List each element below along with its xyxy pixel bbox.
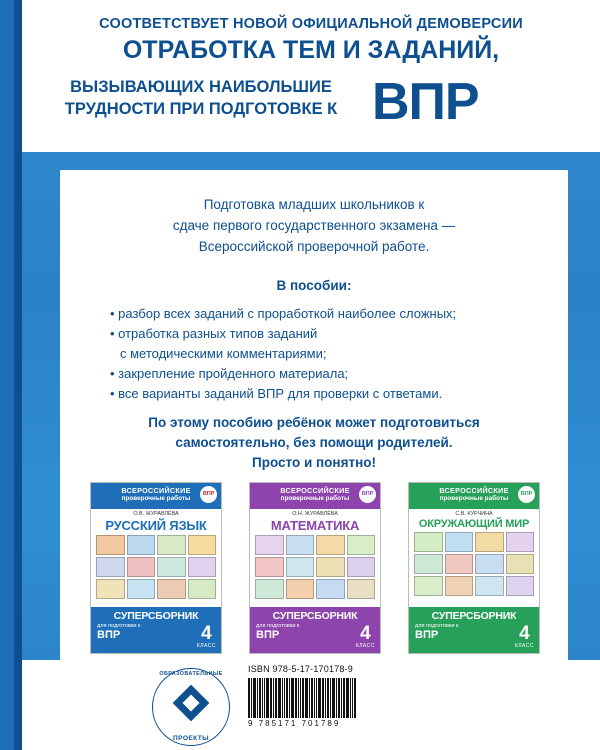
barcode-bar <box>338 678 340 718</box>
barcode-bar <box>284 678 285 718</box>
art-tile <box>286 557 315 577</box>
barcode-bar <box>289 678 290 718</box>
cover-series-line2: проверочные работы <box>121 495 191 502</box>
vpr-badge-icon: ВПР <box>518 486 535 503</box>
header-vpr-logo: ВПР <box>372 73 479 131</box>
art-tile <box>286 579 315 599</box>
header-title: ОТРАБОТКА ТЕМ И ЗАДАНИЙ, <box>122 36 500 64</box>
cover-artwork <box>96 535 216 599</box>
art-tile <box>445 554 474 574</box>
art-tile <box>127 579 156 599</box>
cover-top-band <box>91 483 221 509</box>
cover-top-band <box>250 483 380 509</box>
barcode-bar <box>314 678 315 718</box>
cover-series-line2: проверочные работы <box>439 495 509 502</box>
barcode-bar <box>332 678 335 718</box>
art-tile <box>414 576 443 596</box>
barcode-bar <box>251 678 252 718</box>
footer <box>22 660 600 750</box>
cover-vpr-label: ВПР <box>256 629 280 641</box>
art-tile <box>475 532 504 552</box>
barcode-bar <box>325 678 326 718</box>
cover-grade <box>356 625 375 649</box>
art-tile <box>96 557 125 577</box>
list-item: • разбор всех заданий с проработкой наиболее сложных; <box>110 306 457 321</box>
art-tile <box>188 557 217 577</box>
closing-text <box>60 413 568 473</box>
art-tile <box>286 535 315 555</box>
vpr-badge-icon: ВПР <box>359 486 376 503</box>
barcode-bar <box>350 678 351 718</box>
barcode-bar <box>343 678 345 718</box>
barcode-bar <box>253 678 256 718</box>
art-tile <box>188 535 217 555</box>
art-tile <box>347 535 376 555</box>
barcode-bar <box>295 678 297 718</box>
barcode-bar <box>282 678 283 718</box>
barcode-bar <box>354 678 356 718</box>
art-tile <box>255 535 284 555</box>
cover-vpr-label: ВПР <box>97 629 121 641</box>
barcode-bar <box>300 678 301 718</box>
cover-grade <box>515 625 534 649</box>
list-item-continuation: с методическими комментариями; <box>120 346 327 361</box>
content-panel <box>60 170 568 730</box>
vpr-badge-icon: ВПР <box>200 486 217 503</box>
cover-grade-number: 4 <box>360 623 371 644</box>
barcode-bar <box>291 678 294 718</box>
art-tile <box>347 579 376 599</box>
cover-artwork <box>414 532 534 596</box>
cover-grade-number: 4 <box>201 623 212 644</box>
barcode-bar <box>309 678 310 718</box>
cover-sub-label: для подготовки к <box>415 623 459 629</box>
art-tile <box>475 554 504 574</box>
section-title: В пособии: <box>276 278 352 293</box>
art-tile <box>255 557 284 577</box>
intro-line-2: сдаче первого государственного экзамена — <box>172 218 456 233</box>
cover-author: С.В. КУРЧИНА <box>455 511 493 517</box>
cover-series-line2: проверочные работы <box>280 495 350 502</box>
barcode-number: 9 785171 701789 <box>248 719 341 728</box>
barcode-bar <box>330 678 331 718</box>
cover-super-label: СУПЕРСБОРНИК <box>113 610 199 622</box>
barcode-bar <box>259 678 261 718</box>
barcode-bar <box>278 678 281 718</box>
spine-bar-inner <box>14 0 22 750</box>
art-tile <box>316 557 345 577</box>
list-item: • закрепление пройденного материала; <box>110 366 349 381</box>
book-cover-thumbnail[interactable] <box>408 482 540 654</box>
art-tile <box>506 576 535 596</box>
art-tile <box>506 532 535 552</box>
art-tile <box>316 579 345 599</box>
intro-line-1: Подготовка младших школьников к <box>203 197 425 212</box>
logo-text-bottom: ПРОЕКТЫ <box>172 735 210 742</box>
art-tile <box>188 579 217 599</box>
cover-sub-label: для подготовки к <box>256 623 300 629</box>
closing-line-3: Просто и понятно! <box>252 455 376 470</box>
barcode-bar <box>266 678 269 718</box>
barcode-bar <box>248 678 250 718</box>
cover-artwork <box>255 535 375 599</box>
art-tile <box>506 554 535 574</box>
cover-grade-label: КЛАСС <box>196 643 216 649</box>
barcode-bar <box>257 678 258 718</box>
barcode-bar <box>322 678 324 718</box>
cover-title: ОКРУЖАЮЩИЙ МИР <box>418 518 530 530</box>
barcode-bar <box>316 678 317 718</box>
cover-bottom-band <box>409 607 539 653</box>
barcode-bar <box>262 678 263 718</box>
cover-series-line1: ВСЕРОССИЙСКИЕ <box>439 486 509 495</box>
barcode-bar <box>336 678 337 718</box>
art-tile <box>157 557 186 577</box>
barcode-bar <box>298 678 299 718</box>
cover-sub-label: для подготовки к <box>97 623 141 629</box>
closing-line-2: самостоятельно, без помощи родителей. <box>175 435 453 450</box>
header-subtitle-line1: ВЫЗЫВАЮЩИХ НАИБОЛЬШИЕ <box>70 78 332 96</box>
art-tile <box>157 579 186 599</box>
barcode-bar <box>327 678 329 718</box>
art-tile <box>414 554 443 574</box>
cover-grade-label: КЛАСС <box>514 643 534 649</box>
art-tile <box>475 576 504 596</box>
book-cover-thumbnail[interactable] <box>249 482 381 654</box>
art-tile <box>316 535 345 555</box>
barcode-bar <box>341 678 342 718</box>
barcode-bar <box>346 678 349 718</box>
cover-title: РУССКИЙ ЯЗЫК <box>105 518 207 533</box>
cover-bottom-band <box>91 607 221 653</box>
art-tile <box>445 532 474 552</box>
closing-line-1: По этому пособию ребёнок может подготовиться <box>148 415 480 430</box>
list-item: • все варианты заданий ВПР для проверки с ответами. <box>110 386 443 401</box>
logo-text-top: ОБРАЗОВАТЕЛЬНЫЕ <box>159 671 223 677</box>
header-subtitle-line2: ТРУДНОСТИ ПРИ ПОДГОТОВКЕ К <box>64 100 338 118</box>
list-item: • отработка разных типов заданий <box>110 326 318 341</box>
art-tile <box>127 557 156 577</box>
cover-bottom-band <box>250 607 380 653</box>
cover-author: О.Н. ЖУРАВЛЁВА <box>292 511 338 517</box>
book-cover-gallery <box>90 482 540 657</box>
barcode-bar <box>275 678 277 718</box>
barcode-bar <box>286 678 288 718</box>
barcode-bar <box>273 678 274 718</box>
isbn-text: ISBN 978-5-17-170178-9 <box>248 664 353 674</box>
barcode-bars <box>248 678 398 718</box>
art-tile <box>347 557 376 577</box>
cover-title: МАТЕМАТИКА <box>270 518 360 533</box>
barcode-bar <box>318 678 321 718</box>
cover-grade-number: 4 <box>519 623 530 644</box>
cover-top-band <box>409 483 539 509</box>
header-subtitle <box>36 76 366 120</box>
book-cover-thumbnail[interactable] <box>90 482 222 654</box>
art-tile <box>157 535 186 555</box>
cover-author: О.В. ЖУРАВЛЁВА <box>133 511 179 517</box>
art-tile <box>96 535 125 555</box>
header-top-line: СООТВЕТСТВУЕТ НОВОЙ ОФИЦИАЛЬНОЙ ДЕМОВЕРСИИ <box>99 16 523 32</box>
cover-super-label: СУПЕРСБОРНИК <box>431 610 517 622</box>
art-tile <box>255 579 284 599</box>
barcode-bar <box>311 678 313 718</box>
art-tile <box>127 535 156 555</box>
barcode-bar <box>352 678 353 718</box>
barcode-bar <box>264 678 265 718</box>
publisher-logo <box>152 668 230 746</box>
cover-series-line1: ВСЕРОССИЙСКИЕ <box>121 486 191 495</box>
spine-bar <box>0 0 22 750</box>
barcode <box>248 678 398 726</box>
cover-grade <box>197 625 216 649</box>
cover-series-line1: ВСЕРОССИЙСКИЕ <box>280 486 350 495</box>
feature-list <box>110 304 530 404</box>
cover-grade-label: КЛАСС <box>355 643 375 649</box>
header <box>22 0 600 152</box>
intro-text <box>60 194 568 257</box>
cover-vpr-label: ВПР <box>415 629 439 641</box>
cover-super-label: СУПЕРСБОРНИК <box>272 610 358 622</box>
barcode-bar <box>305 678 308 718</box>
art-tile <box>445 576 474 596</box>
barcode-bar <box>270 678 272 718</box>
intro-line-3: Всероссийской проверочной работе. <box>198 239 430 254</box>
barcode-bar <box>302 678 304 718</box>
art-tile <box>96 579 125 599</box>
art-tile <box>414 532 443 552</box>
